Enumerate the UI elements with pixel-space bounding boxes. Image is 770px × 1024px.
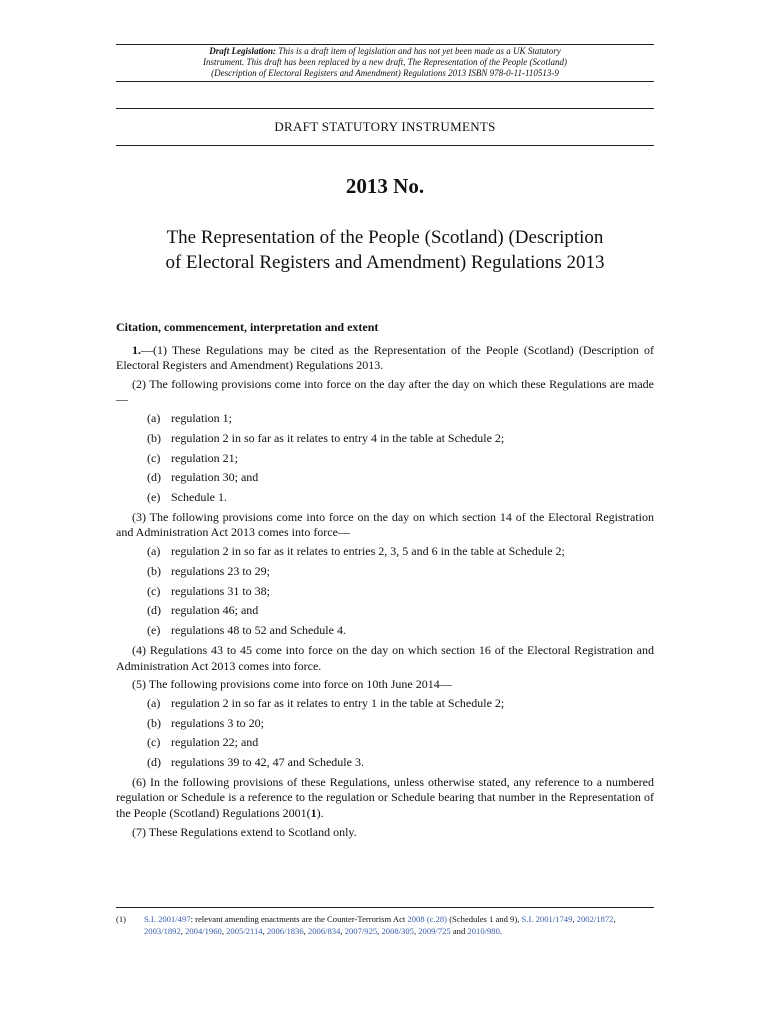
footnote-link[interactable]: 2005/2114 [226, 926, 263, 936]
list-item-label: (a) [147, 695, 161, 710]
list-item-text: regulations 39 to 42, 47 and Schedule 3. [171, 755, 364, 770]
draft-notice [116, 44, 654, 82]
footnote-divider [116, 907, 654, 908]
footnote-link[interactable]: 2006/1836 [266, 926, 304, 936]
footnote-text-1: : relevant amending enactments are the Counter-Terrorism Act [190, 914, 408, 924]
list-item-text: regulations 31 to 38; [171, 583, 270, 598]
draft-notice-lead: Draft Legislation: [209, 46, 276, 56]
list-item-label: (d) [147, 470, 161, 485]
paragraph-4: (4) Regulations 43 to 45 come into force on the day on which section 16 of the Electoral Registration and Administration Act 2013 comes into force. [116, 642, 654, 673]
paragraph-6-end: ). [316, 806, 324, 821]
list-item-text: regulation 22; and [171, 735, 259, 750]
list-item-label: (a) [147, 544, 161, 559]
si-number: 2013 No. [345, 174, 425, 198]
paragraph-2: (2) The following provisions come into force on the day after the day on which these Regulations are made— [116, 376, 654, 407]
list-item-label: (c) [147, 583, 161, 598]
list-item-text: regulation 1; [171, 410, 232, 425]
paragraph-2-list [116, 411, 654, 506]
paragraph-1-text: —(1) These Regulations may be cited as the Representation of the People (Scotland) (Description of Electoral Registers and Amendment) Regulations 2013. [116, 342, 654, 373]
list-item [147, 735, 654, 751]
draft-notice-line3: (Description of Electoral Registers and Amendment) Regulations 2013 ISBN 978-0-11-110513-9 [211, 68, 559, 78]
list-item-label: (e) [147, 623, 161, 638]
footnote-mark: (1) [116, 914, 127, 924]
paragraph-3-list [116, 544, 654, 639]
list-item [147, 603, 654, 619]
list-item [147, 564, 654, 580]
footnote-link[interactable]: 2008/305 [381, 926, 414, 936]
list-item [147, 451, 654, 467]
footnote-link[interactable]: 2002/1872 [576, 914, 614, 924]
list-item [147, 584, 654, 600]
list-item-text: regulation 46; and [171, 603, 259, 618]
regulation-number: 1. [132, 342, 141, 357]
list-item-text: regulation 2 in so far as it relates to entry 1 in the table at Schedule 2; [171, 695, 505, 710]
footnote-link[interactable]: 2003/1892 [144, 926, 181, 936]
list-item-text: regulation 21; [171, 450, 238, 465]
series-heading: DRAFT STATUTORY INSTRUMENTS [116, 108, 654, 146]
list-item-text: regulation 30; and [171, 470, 259, 485]
section-heading: Citation, commencement, interpretation and extent [116, 320, 379, 334]
list-item-text: regulations 3 to 20; [171, 715, 264, 730]
list-item-label: (c) [147, 450, 161, 465]
list-item [147, 490, 654, 506]
list-item [147, 623, 654, 639]
paragraph-1 [116, 343, 654, 374]
draft-notice-line2: Instrument. This draft has been replaced by a new draft, The Representation of the People (Scotland) [202, 57, 568, 67]
list-item-label: (b) [147, 715, 161, 730]
footnote-text [144, 913, 654, 937]
list-item-label: (e) [147, 490, 161, 505]
list-item-label: (a) [147, 410, 161, 425]
paragraph-3: (3) The following provisions come into force on the day on which section 14 of the Electoral Registration and Administration Act 2013 comes into force— [116, 509, 654, 540]
footnote [116, 913, 654, 937]
si-title-line2: of Electoral Registers and Amendment) Regulations 2013 [165, 252, 605, 273]
regulation-body [116, 320, 654, 843]
list-item [147, 544, 654, 560]
list-item-label: (d) [147, 603, 161, 618]
paragraph-5-list [116, 696, 654, 771]
footnote-link[interactable]: S.I. 2001/1749 [521, 914, 573, 924]
footnote-link[interactable]: 2006/834 [307, 926, 341, 936]
footnote-text-2: (Schedules 1 and 9), [447, 914, 522, 924]
list-item [147, 411, 654, 427]
footnote-link-si-2001-497[interactable]: S.I. 2001/497 [144, 914, 191, 924]
si-title [116, 225, 654, 275]
footnote-end: . [499, 926, 503, 936]
list-item-label: (b) [147, 563, 161, 578]
footnote-link[interactable]: 2009/725 [418, 926, 451, 936]
list-item [147, 716, 654, 732]
si-title-line1: The Representation of the People (Scotland) (Description [166, 227, 604, 248]
list-item [147, 431, 654, 447]
list-item-text: regulations 48 to 52 and Schedule 4. [171, 623, 346, 638]
paragraph-6-text: (6) In the following provisions of these Regulations, unless otherwise stated, any reference to a numbered regulation or Schedule is a reference to the regulation or Schedule bearing that number in the Representation of the People (Scotland) Regulations 2001( [116, 774, 654, 821]
paragraph-6 [116, 775, 654, 822]
footnote-link[interactable]: 2007/925 [344, 926, 378, 936]
list-item-text: regulation 2 in so far as it relates to entries 2, 3, 5 and 6 in the table at Schedule 2; [171, 544, 565, 559]
footnote-ref-list: S.I. 2001/1749, 2002/1872, 2003/1892, 2004/1960, 2005/2114, 2006/1836, 2006/834, 2007/925, 2008/305, 2009/725 [144, 914, 616, 936]
draft-notice-line1: This is a draft item of legislation and has not yet been made as a UK Statutory [278, 46, 561, 56]
footnote-link[interactable]: 2004/1960 [185, 926, 222, 936]
footnote-and: and [450, 926, 468, 936]
list-item-text: regulation 2 in so far as it relates to entry 4 in the table at Schedule 2; [171, 430, 505, 445]
list-item-label: (c) [147, 735, 161, 750]
paragraph-5: (5) The following provisions come into force on 10th June 2014— [132, 677, 452, 692]
list-item [147, 470, 654, 486]
list-item [147, 696, 654, 712]
footnote-link-last[interactable]: 2010/980 [467, 926, 500, 936]
list-item-label: (d) [147, 755, 161, 770]
footnote-reference[interactable]: 1 [310, 806, 317, 821]
list-item-text: regulations 23 to 29; [171, 563, 270, 578]
list-item-text: Schedule 1. [171, 490, 227, 505]
list-item [147, 755, 654, 771]
footnote-link-act[interactable]: 2008 (c.28) [407, 914, 448, 924]
list-item-label: (b) [147, 430, 161, 445]
paragraph-7: (7) These Regulations extend to Scotland only. [132, 824, 357, 839]
